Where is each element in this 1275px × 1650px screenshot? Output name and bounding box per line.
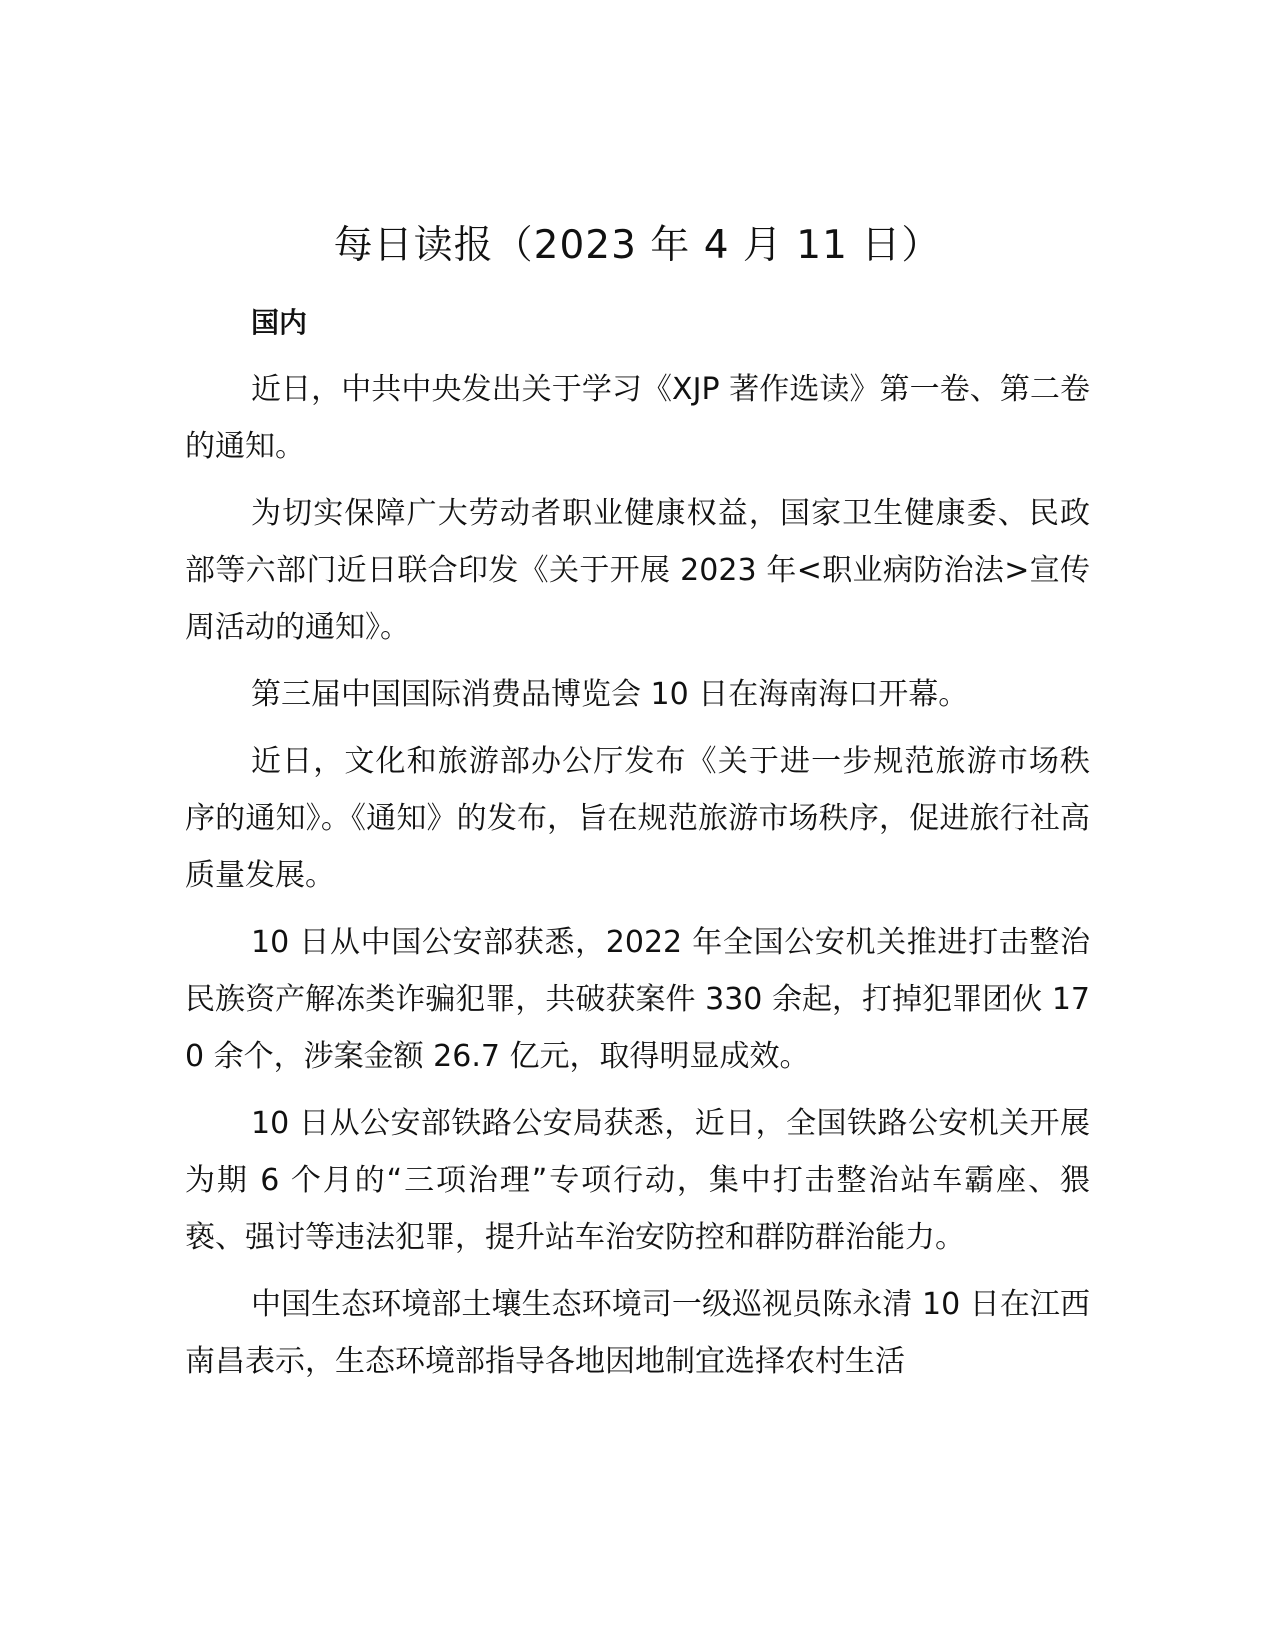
news-paragraph: 10 日从中国公安部获悉，2022 年全国公安机关推进打击整治民族资产解冻类诈骗犯罪，共破获案件 330 余起，打掉犯罪团伙 170 余个，涉案金额 26.7 亿元，取得明显成效。 — [185, 925, 1090, 1074]
document-title: 每日读报（2023 年 4 月 11 日） — [333, 223, 942, 268]
news-paragraph: 为切实保障广大劳动者职业健康权益，国家卫生健康委、民政部等六部门近日联合印发《关于开展 2023 年<职业病防治法>宣传周活动的通知》。 — [185, 496, 1090, 645]
news-paragraph: 近日，中共中央发出关于学习《XJP 著作选读》第一卷、第二卷的通知。 — [185, 372, 1090, 464]
news-paragraph: 近日，文化和旅游部办公厅发布《关于进一步规范旅游市场秩序的通知》。《通知》的发布，旨在规范旅游市场秩序，促进旅行社高质量发展。 — [185, 744, 1090, 893]
news-paragraph: 10 日从公安部铁路公安局获悉，近日，全国铁路公安机关开展为期 6 个月的“三项治理”专项行动，集中打击整治站车霸座、猥亵、强讨等违法犯罪，提升站车治安防控和群防群治能力。 — [185, 1106, 1090, 1255]
news-paragraph: 中国生态环境部土壤生态环境司一级巡视员陈永清 10 日在江西南昌表示，生态环境部指导各地因地制宜选择农村生活 — [185, 1287, 1090, 1379]
section-heading-domestic: 国内 — [251, 306, 308, 339]
document-body — [185, 295, 1090, 1400]
news-paragraph: 第三届中国国际消费品博览会 10 日在海南海口开幕。 — [251, 677, 969, 712]
